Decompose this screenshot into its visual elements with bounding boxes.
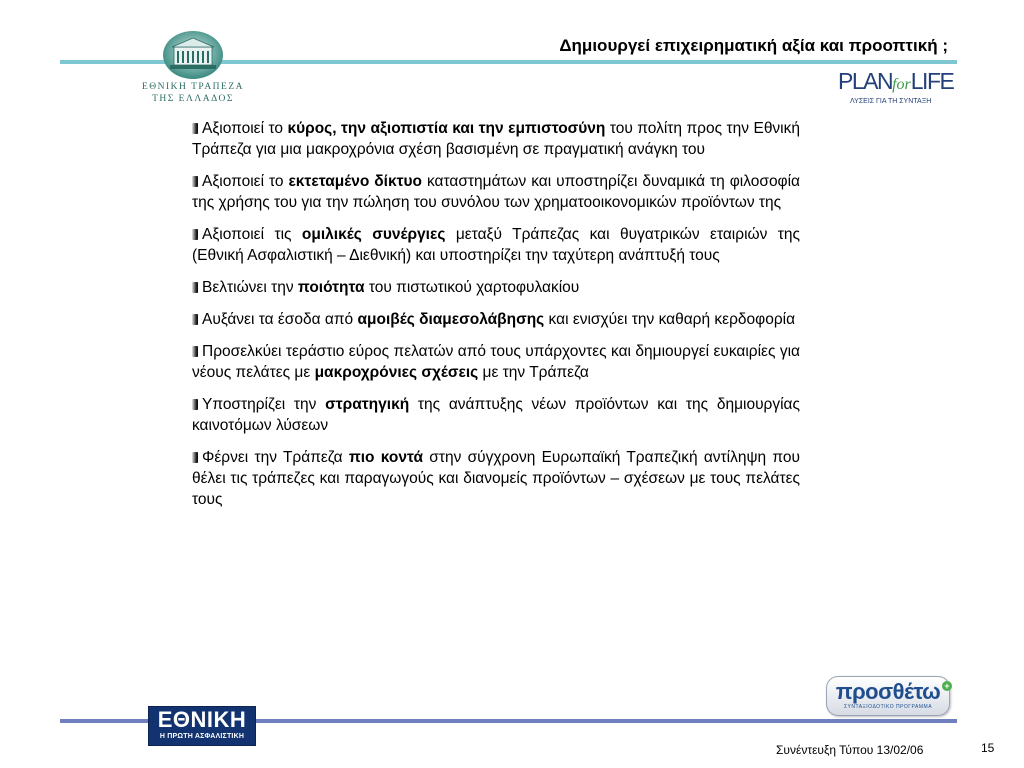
bullet-item: [192, 277, 800, 298]
bullet-text: Αυξάνει τα έσοδα από: [202, 311, 358, 328]
bullet-emphasis: κύρος, την αξιοπιστία και την εμπιστοσύνη: [287, 120, 606, 137]
bullet-text: μεταξύ Τράπεζας και θυγατρικών εταιριών της (Εθνική Ασφαλιστική – Διεθνική) και υποστηρίζει την ταχύτερη ανάπτυξή τους: [192, 226, 801, 264]
bullet-text: του πιστωτικού χαρτοφυλακίου: [364, 279, 580, 296]
bullet-emphasis: στρατηγική: [325, 396, 410, 413]
bullet-marker-icon: [192, 176, 198, 187]
bullet-item: [192, 224, 800, 266]
bullet-text: του πολίτη προς την Εθνική Τράπεζα για μια μακροχρόνια σχέση βασισμένη σε πραγματική ανάγκη του: [192, 120, 800, 158]
plus-icon: +: [942, 681, 952, 691]
plan-for-life-logo: [838, 68, 954, 112]
bullet-text: με την Τράπεζα: [478, 364, 589, 381]
footer-caption: Συνέντευξη Τύπου 13/02/06: [776, 743, 924, 757]
bullet-marker-icon: [192, 314, 198, 325]
bullet-text: στην σύγχρονη Ευρωπαϊκή Τραπεζική αντίληψη που θέλει τις τράπεζες και παραγωγούς και διανομείς προϊόντων – σχέσεων με τους πελάτες τους: [192, 449, 800, 508]
bullet-list: [192, 118, 800, 521]
bullet-marker-icon: [192, 282, 198, 293]
bullet-item: [192, 309, 800, 330]
plan-logo-middle: for: [892, 76, 911, 93]
prosthetw-subtitle: ΣΥΝΤΑΞΙΟΔΟΤΙΚΟ ΠΡΟΓΡΑΜΜΑ: [843, 704, 933, 710]
page-number: 15: [981, 741, 995, 755]
prosthetw-logo: [826, 676, 950, 716]
bullet-item: [192, 341, 800, 383]
bullet-emphasis: αμοιβές διαμεσολάβησης: [357, 311, 545, 328]
bullet-item: [192, 394, 800, 436]
bank-logo-text-line1: ΕΘΝΙΚΗ ΤΡΑΠΕΖΑ: [141, 82, 245, 92]
bullet-text: καταστημάτων και υποστηρίζει δυναμικά τη φιλοσοφία της χρήσης του για την πώληση του συνόλου των χρηματοοικονομικών προϊόντων της: [192, 173, 801, 211]
bullet-item: [192, 118, 800, 160]
bullet-text: Φέρνει την Τράπεζα: [202, 449, 349, 466]
bullet-emphasis: μακροχρόνιες σχέσεις: [314, 364, 479, 381]
bullet-text: Υποστηρίζει την: [202, 396, 326, 413]
bullet-text: Αξιοποιεί τις: [202, 226, 302, 243]
bullet-marker-icon: [192, 229, 198, 240]
plan-for-life-wordmark: [838, 68, 954, 98]
bullet-text: Αξιοποιεί το: [202, 173, 289, 190]
plan-logo-right: LIFE: [910, 68, 954, 94]
plan-logo-tagline: ΛΥΣΕΙΣ ΓΙΑ ΤΗ ΣΥΝΤΑΞΗ: [850, 98, 932, 105]
ethniki-logo-word: ΕΘΝΙΚΗ: [157, 707, 247, 732]
bullet-emphasis: εκτεταμένο δίκτυο: [288, 173, 422, 190]
national-bank-logo: [132, 30, 254, 104]
plan-logo-left: PLAN: [838, 68, 893, 94]
bullet-marker-icon: [192, 346, 198, 357]
bank-logo-text-line2: ΤΗΣ ΕΛΛΑΔΟΣ: [152, 94, 234, 104]
bullet-item: [192, 171, 800, 213]
ethniki-insurance-logo: [148, 706, 256, 746]
bullet-text: της ανάπτυξης νέων προϊόντων και της δημιουργίας καινοτόμων λύσεων: [192, 396, 800, 434]
bullet-marker-icon: [192, 123, 198, 134]
prosthetw-wordmark: προσθέτω: [835, 679, 941, 704]
slide-title: Δημιουργεί επιχειρηματική αξία και προοπτική ;: [559, 36, 948, 55]
bullet-emphasis: ποιότητα: [297, 279, 365, 296]
bullet-marker-icon: [192, 452, 198, 463]
bullet-text: και ενισχύει την καθαρή κερδοφορία: [544, 311, 796, 328]
bullet-emphasis: ομιλικές συνέργιες: [301, 226, 446, 243]
bullet-item: [192, 447, 800, 510]
bullet-emphasis: πιο κοντά: [348, 449, 423, 466]
bullet-text: Αξιοποιεί το: [202, 120, 288, 137]
bullet-marker-icon: [192, 399, 198, 410]
bullet-text: Βελτιώνει την: [202, 279, 298, 296]
ethniki-logo-subtitle: Η ΠΡΩΤΗ ΑΣΦΑΛΙΣΤΙΚΗ: [159, 733, 245, 740]
bullet-text: Προσελκύει τεράστιο εύρος πελατών από τους υπάρχοντες και δημιουργεί ευκαιρίες για νέους πελάτες με: [192, 343, 800, 381]
bank-building-icon: [162, 30, 224, 80]
